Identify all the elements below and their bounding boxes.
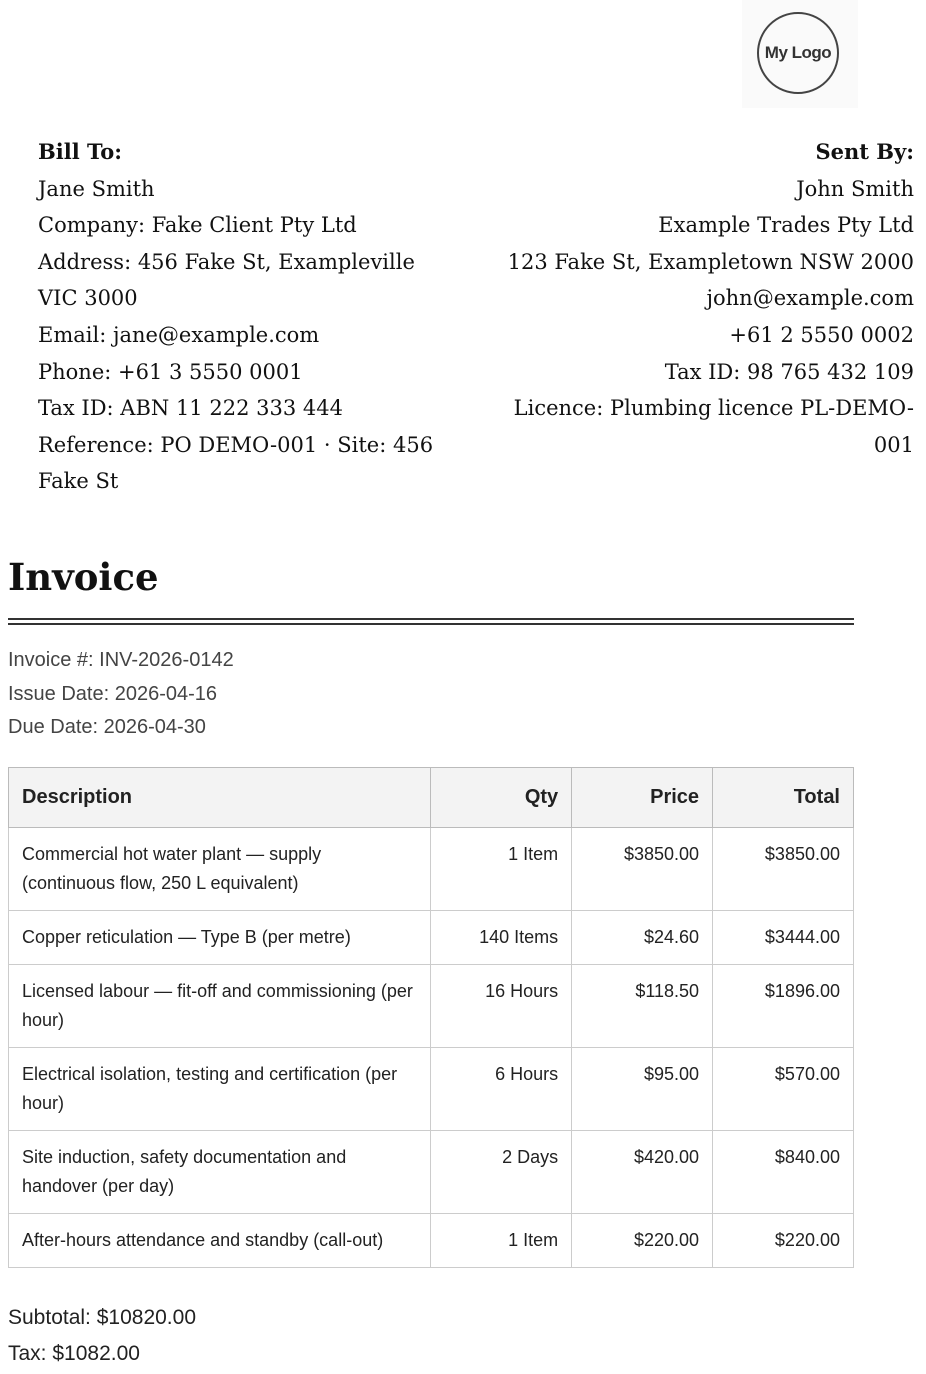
line-items-table <box>8 767 854 1268</box>
issue-date: Issue Date: 2026-04-16 <box>8 682 218 705</box>
cell-price: $3850.00 <box>572 828 713 911</box>
table-row <box>9 1131 854 1214</box>
client-company: Company: Fake Client Pty Ltd <box>38 213 357 238</box>
client-phone: Phone: +61 3 5550 0001 <box>38 359 303 384</box>
client-email: Email: jane@example.com <box>38 322 320 347</box>
sender-phone: +61 2 5550 0002 <box>729 322 914 347</box>
sender-name: John Smith <box>796 176 914 201</box>
invoice-number: Invoice #: INV-2026-0142 <box>8 649 234 671</box>
sender-licence: Licence: Plumbing licence PL-DEMO-001 <box>513 396 914 457</box>
table-header-row <box>9 768 854 828</box>
cell-price: $118.50 <box>572 965 713 1048</box>
title-divider-double <box>8 623 854 625</box>
cell-qty: 1 Item <box>431 1214 572 1268</box>
table-row <box>9 911 854 965</box>
totals-section <box>8 1300 196 1372</box>
subtotal: Subtotal: $10820.00 <box>8 1306 196 1329</box>
sender-email: john@example.com <box>706 286 914 311</box>
table-row <box>9 1048 854 1131</box>
cell-total: $1896.00 <box>713 965 854 1048</box>
sent-by-section <box>484 134 914 463</box>
cell-description: Licensed labour — fit-off and commissioning (per hour) <box>9 965 431 1048</box>
cell-description: Commercial hot water plant — supply (continuous flow, 250 L equivalent) <box>9 828 431 911</box>
sender-tax-id: Tax ID: 98 765 432 109 <box>664 359 914 384</box>
client-address: Address: 456 Fake St, Exampleville VIC 3000 <box>38 249 415 311</box>
cell-description: Site induction, safety documentation and handover (per day) <box>9 1131 431 1214</box>
title-divider <box>8 618 854 620</box>
cell-qty: 6 Hours <box>431 1048 572 1131</box>
cell-qty: 140 Items <box>431 911 572 965</box>
cell-total: $220.00 <box>713 1214 854 1268</box>
client-name: Jane Smith <box>38 176 155 201</box>
due-date: Due Date: 2026-04-30 <box>8 716 206 738</box>
sender-address: 123 Fake St, Exampletown NSW 2000 <box>507 249 914 274</box>
table-row <box>9 828 854 911</box>
header-qty: Qty <box>431 768 572 828</box>
cell-description: Electrical isolation, testing and certification (per hour) <box>9 1048 431 1131</box>
client-tax-id: Tax ID: ABN 11 222 333 444 <box>38 396 343 421</box>
header-price: Price <box>572 768 713 828</box>
invoice-title: Invoice <box>8 555 159 599</box>
header-description: Description <box>9 768 431 828</box>
table-row <box>9 965 854 1048</box>
sent-by-heading: Sent By: <box>815 139 914 164</box>
sender-company: Example Trades Pty Ltd <box>658 213 914 238</box>
cell-qty: 2 Days <box>431 1131 572 1214</box>
bill-to-heading: Bill To: <box>38 139 122 164</box>
cell-price: $220.00 <box>572 1214 713 1268</box>
header-total: Total <box>713 768 854 828</box>
cell-price: $95.00 <box>572 1048 713 1131</box>
cell-price: $24.60 <box>572 911 713 965</box>
invoice-meta <box>8 644 234 745</box>
table-row <box>9 1214 854 1268</box>
cell-total: $3444.00 <box>713 911 854 965</box>
client-reference: Reference: PO DEMO-001 · Site: 456 Fake St <box>38 432 434 494</box>
cell-price: $420.00 <box>572 1131 713 1214</box>
cell-description: Copper reticulation — Type B (per metre) <box>9 911 431 965</box>
cell-total: $570.00 <box>713 1048 854 1131</box>
cell-qty: 16 Hours <box>431 965 572 1048</box>
cell-qty: 1 Item <box>431 828 572 911</box>
cell-total: $840.00 <box>713 1131 854 1214</box>
company-logo: My Logo <box>757 12 839 94</box>
cell-description: After-hours attendance and standby (call-out) <box>9 1214 431 1268</box>
bill-to-section <box>38 134 448 500</box>
tax-amount: Tax: $1082.00 <box>8 1342 140 1365</box>
cell-total: $3850.00 <box>713 828 854 911</box>
